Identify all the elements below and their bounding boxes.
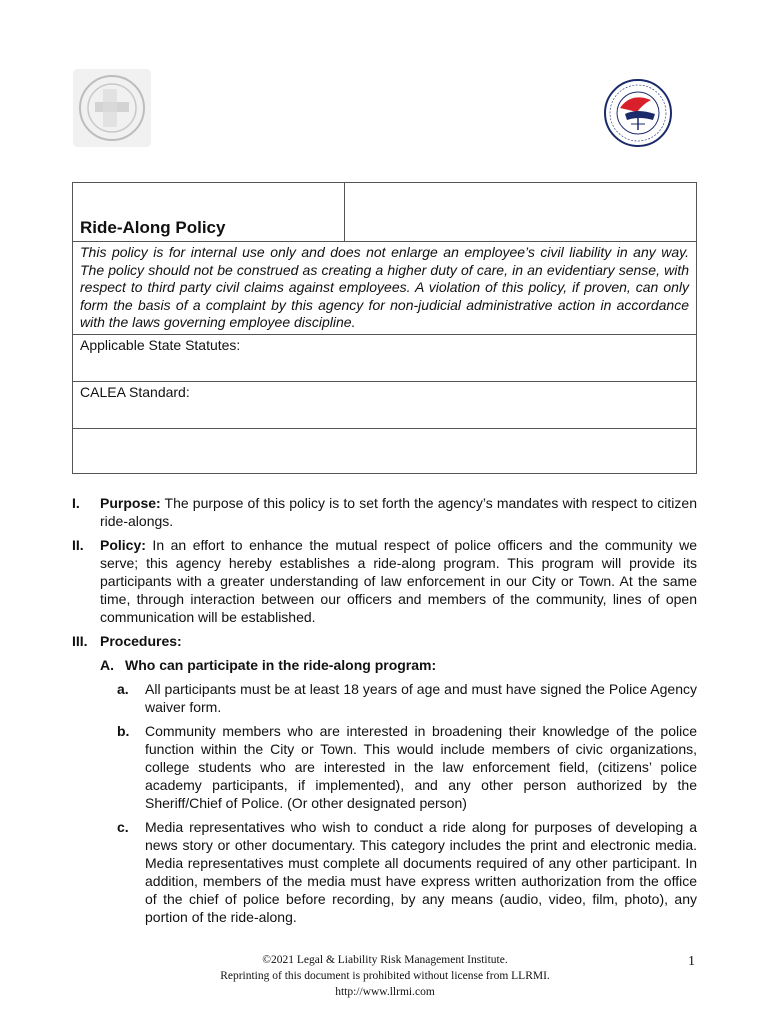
page-footer — [0, 952, 770, 1000]
license-line: Reprinting of this document is prohibited without license from LLRMI. — [220, 970, 550, 982]
policy-header-table — [72, 182, 697, 474]
blank-row-cell — [73, 428, 697, 473]
disclaimer-cell — [73, 242, 697, 335]
policy-title: Ride-Along Policy — [80, 218, 226, 237]
section-text: The purpose of this policy is to set forth the agency’s mandates with respect to citizen ride-alongs. — [100, 495, 697, 529]
subsection-number: A. — [100, 657, 114, 673]
section-policy — [72, 536, 697, 626]
section-procedures — [72, 632, 697, 932]
list-item — [117, 680, 697, 716]
section-number: II. — [72, 537, 84, 553]
section-heading: Policy: — [100, 537, 146, 553]
section-heading: Purpose: — [100, 495, 161, 511]
section-heading: Procedures: — [100, 633, 182, 649]
item-letter: c. — [117, 819, 129, 835]
section-text: In an effort to enhance the mutual respect of police officers and the community we serve; this agency hereby establishes a ride-along program. This program will provide its participants with a greater understanding of law enforcement in our City or Town. At the same time, through interaction between our officers and members of the community, lines of open communication will be established. — [100, 537, 697, 625]
section-purpose — [72, 494, 697, 530]
item-text: Community members who are interested in broadening their knowledge of the police function within the City or Town. This would include members of civic organizations, college students who are interested in the law enforcement field, (citizens’ police academy participants, if implemented), and any other person authorized by the Sheriff/Chief of Police. (Or other designated person) — [145, 723, 697, 811]
list-item — [117, 722, 697, 812]
faded-seal-logo — [73, 69, 151, 147]
title-cell — [73, 183, 345, 242]
item-letter: b. — [117, 723, 130, 739]
page-number: 1 — [688, 954, 695, 969]
website-link[interactable]: http://www.llrmi.com — [335, 986, 435, 998]
item-letter: a. — [117, 681, 129, 697]
item-text: All participants must be at least 18 years of age and must have signed the Police Agency waiver form. — [145, 681, 697, 715]
policy-body — [72, 494, 697, 938]
statutes-cell — [73, 334, 697, 381]
participant-list — [100, 680, 697, 926]
section-number: III. — [72, 633, 88, 649]
statutes-label: Applicable State Statutes: — [80, 336, 241, 353]
item-text: Media representatives who wish to conduct a ride along for purposes of developing a news story or other documentary. This category includes the print and electronic media. Media representatives must complete all documents required of any other participant. In addition, members of the media must have express written authorization from the office of the chief of police before recording, by any means (audio, video, film, photo), any portion of the ride-along. — [145, 819, 697, 925]
section-number: I. — [72, 495, 80, 511]
subsection-heading: Who can participate in the ride-along program: — [125, 657, 437, 673]
calea-label: CALEA Standard: — [80, 383, 190, 400]
institute-seal-logo — [603, 78, 673, 148]
copyright-line: ©2021 Legal & Liability Risk Management Institute. — [262, 954, 508, 966]
calea-cell — [73, 381, 697, 428]
empty-header-cell — [345, 183, 697, 242]
disclaimer-text: This policy is for internal use only and does not enlarge an employee’s civil liability in any way. The policy should not be construed as creating a higher duty of care, in an evidentiary sense, with respect to third party civil claims against employees. A violation of this policy, if proven, can only form the basis of a complaint by this agency for non-judicial administrative action in accordance with the laws governing employee discipline. — [80, 244, 689, 330]
list-item — [117, 818, 697, 926]
subsection-a — [100, 656, 697, 674]
